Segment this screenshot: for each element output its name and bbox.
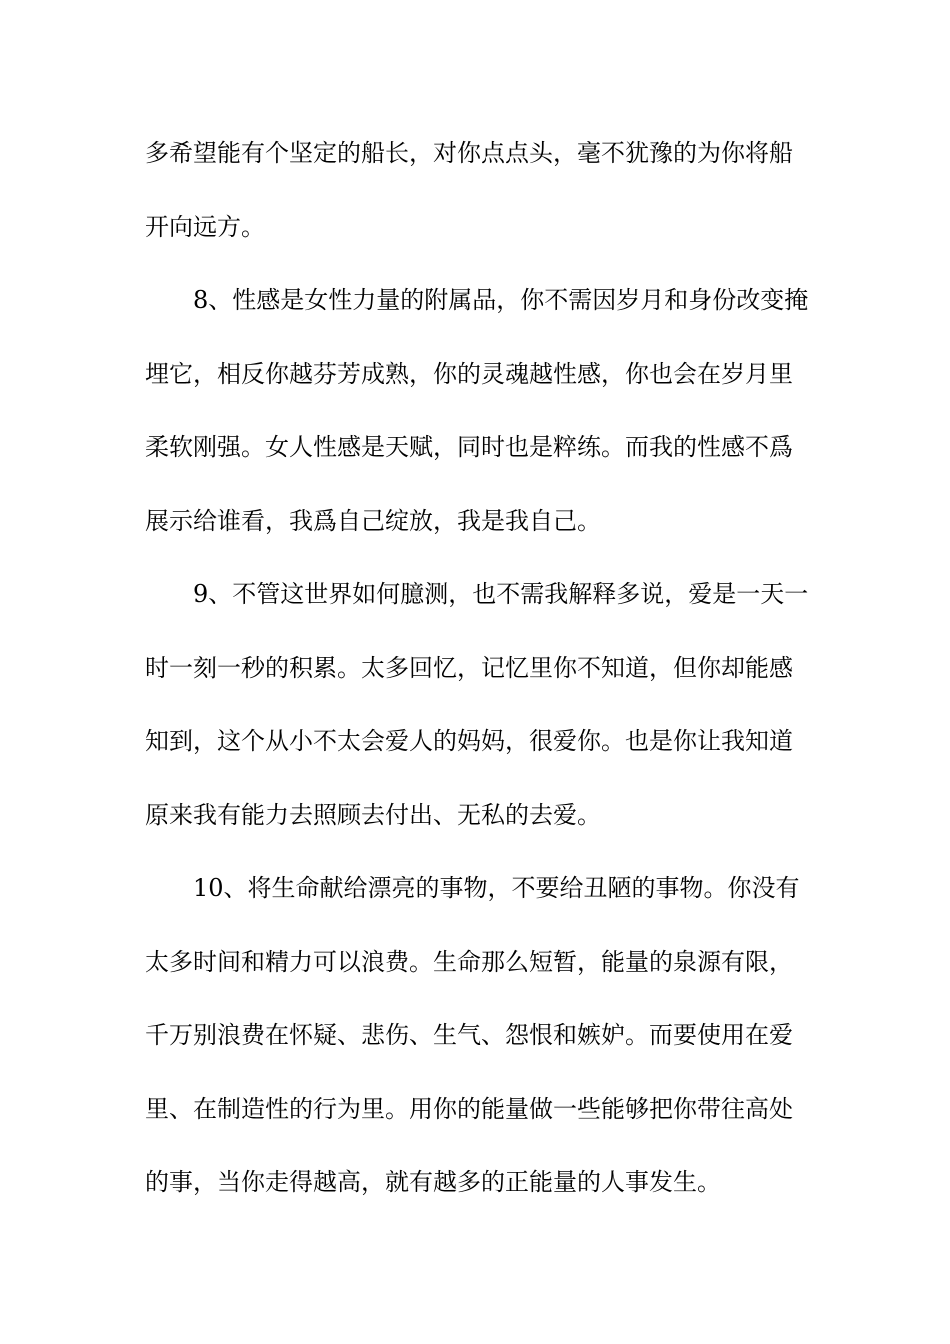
text-line: 多希望能有个坚定的船长，对你点点头，毫不犹豫的为你将船 [145,139,793,167]
text-line: 里、在制造性的行为里。用你的能量做一些能够把你带往高处 [145,1094,793,1123]
text-line: 柔软刚强。女人性感是天赋，同时也是粹练。而我的性感不爲 [145,433,793,461]
text-line: 埋它，相反你越芬芳成熟，你的灵魂越性感，你也会在岁月里 [145,359,793,388]
text-line: 10、将生命献给漂亮的事物，不要给丑陋的事物。你没有 [145,874,800,902]
text-line: 太多时间和精力可以浪费。生命那么短暂，能量的泉源有限， [145,947,793,976]
text-line: 千万别浪费在怀疑、悲伤、生气、怨恨和嫉妒。而要使用在爱 [145,1021,793,1049]
body-text [145,127,817,1230]
text-line: 9、不管这世界如何臆测，也不需我解释多说，爱是一天一 [145,580,809,608]
text-line: 8、性感是女性力量的附属品，你不需因岁月和身份改变掩 [145,286,809,314]
text-line: 原来我有能力去照顾去付出、无私的去爱。 [145,800,601,829]
text-line: 展示给谁看，我爲自己绽放，我是我自己。 [145,506,601,535]
text-line: 时一刻一秒的积累。太多回忆，记忆里你不知道，但你却能感 [145,653,793,682]
text-line: 开向远方。 [145,212,265,241]
text-line: 的事，当你走得越高，就有越多的正能量的人事发生。 [145,1168,721,1196]
text-line: 知到，这个从小不太会爱人的妈妈，很爱你。也是你让我知道 [145,727,793,755]
